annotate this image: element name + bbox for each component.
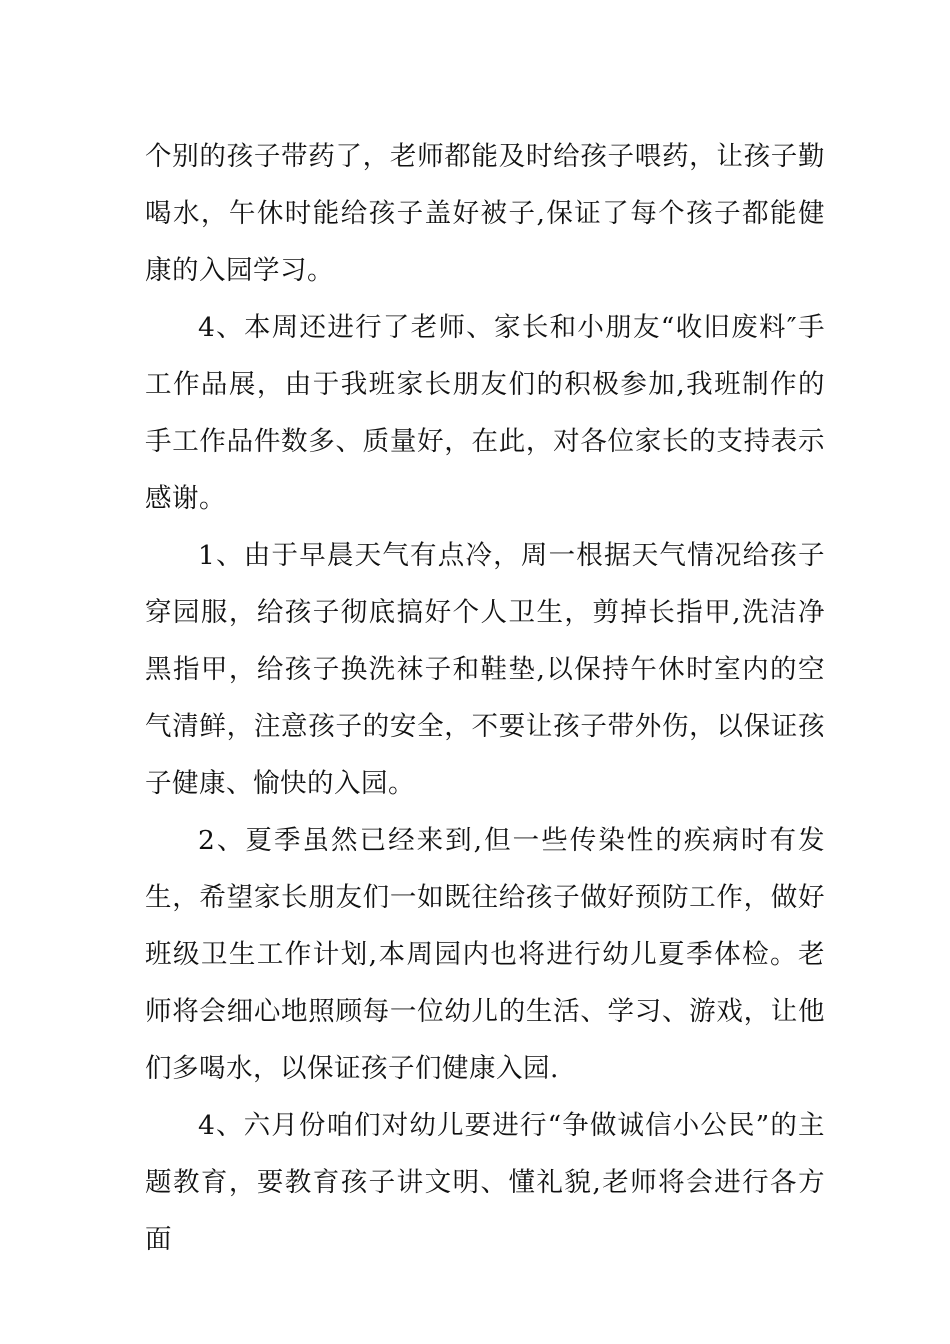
paragraph-2: 4、本周还进行了老师、家长和小朋友“收旧废料″手工作品展，由于我班家长朋友们的积极参加,我班制作的手工作品件数多、质量好，在此，对各位家长的支持表示感谢。 [145, 312, 825, 514]
paragraph-3: 1、由于早晨天气有点冷，周一根据天气情况给孩子穿园服，给孩子彻底搞好个人卫生，剪掉长指甲,洗洁净黑指甲，给孩子换洗袜子和鞋垫,以保持午休时室内的空气清鲜，注意孩子的安全，不要让孩子带外伤，以保证孩子健康、愉快的入园。 [145, 540, 825, 799]
paragraph-4: 2、夏季虽然已经来到,但一些传染性的疾病时有发生，希望家长朋友们一如既往给孩子做好预防工作，做好班级卫生工作计划,本周园内也将进行幼儿夏季体检。老师将会细心地照顾每一位幼儿的生活、学习、游戏，让他们多喝水，以保证孩子们健康入园. [145, 825, 825, 1084]
paragraph-1: 个别的孩子带药了，老师都能及时给孩子喂药，让孩子勤喝水，午休时能给孩子盖好被子,保证了每个孩子都能健康的入园学习。 [145, 141, 825, 286]
document-body [145, 128, 825, 1268]
paragraph-5: 4、六月份咱们对幼儿要进行“争做诚信小公民”的主题教育，要教育孩子讲文明、懂礼貌,老师将会进行各方面 [145, 1110, 825, 1255]
